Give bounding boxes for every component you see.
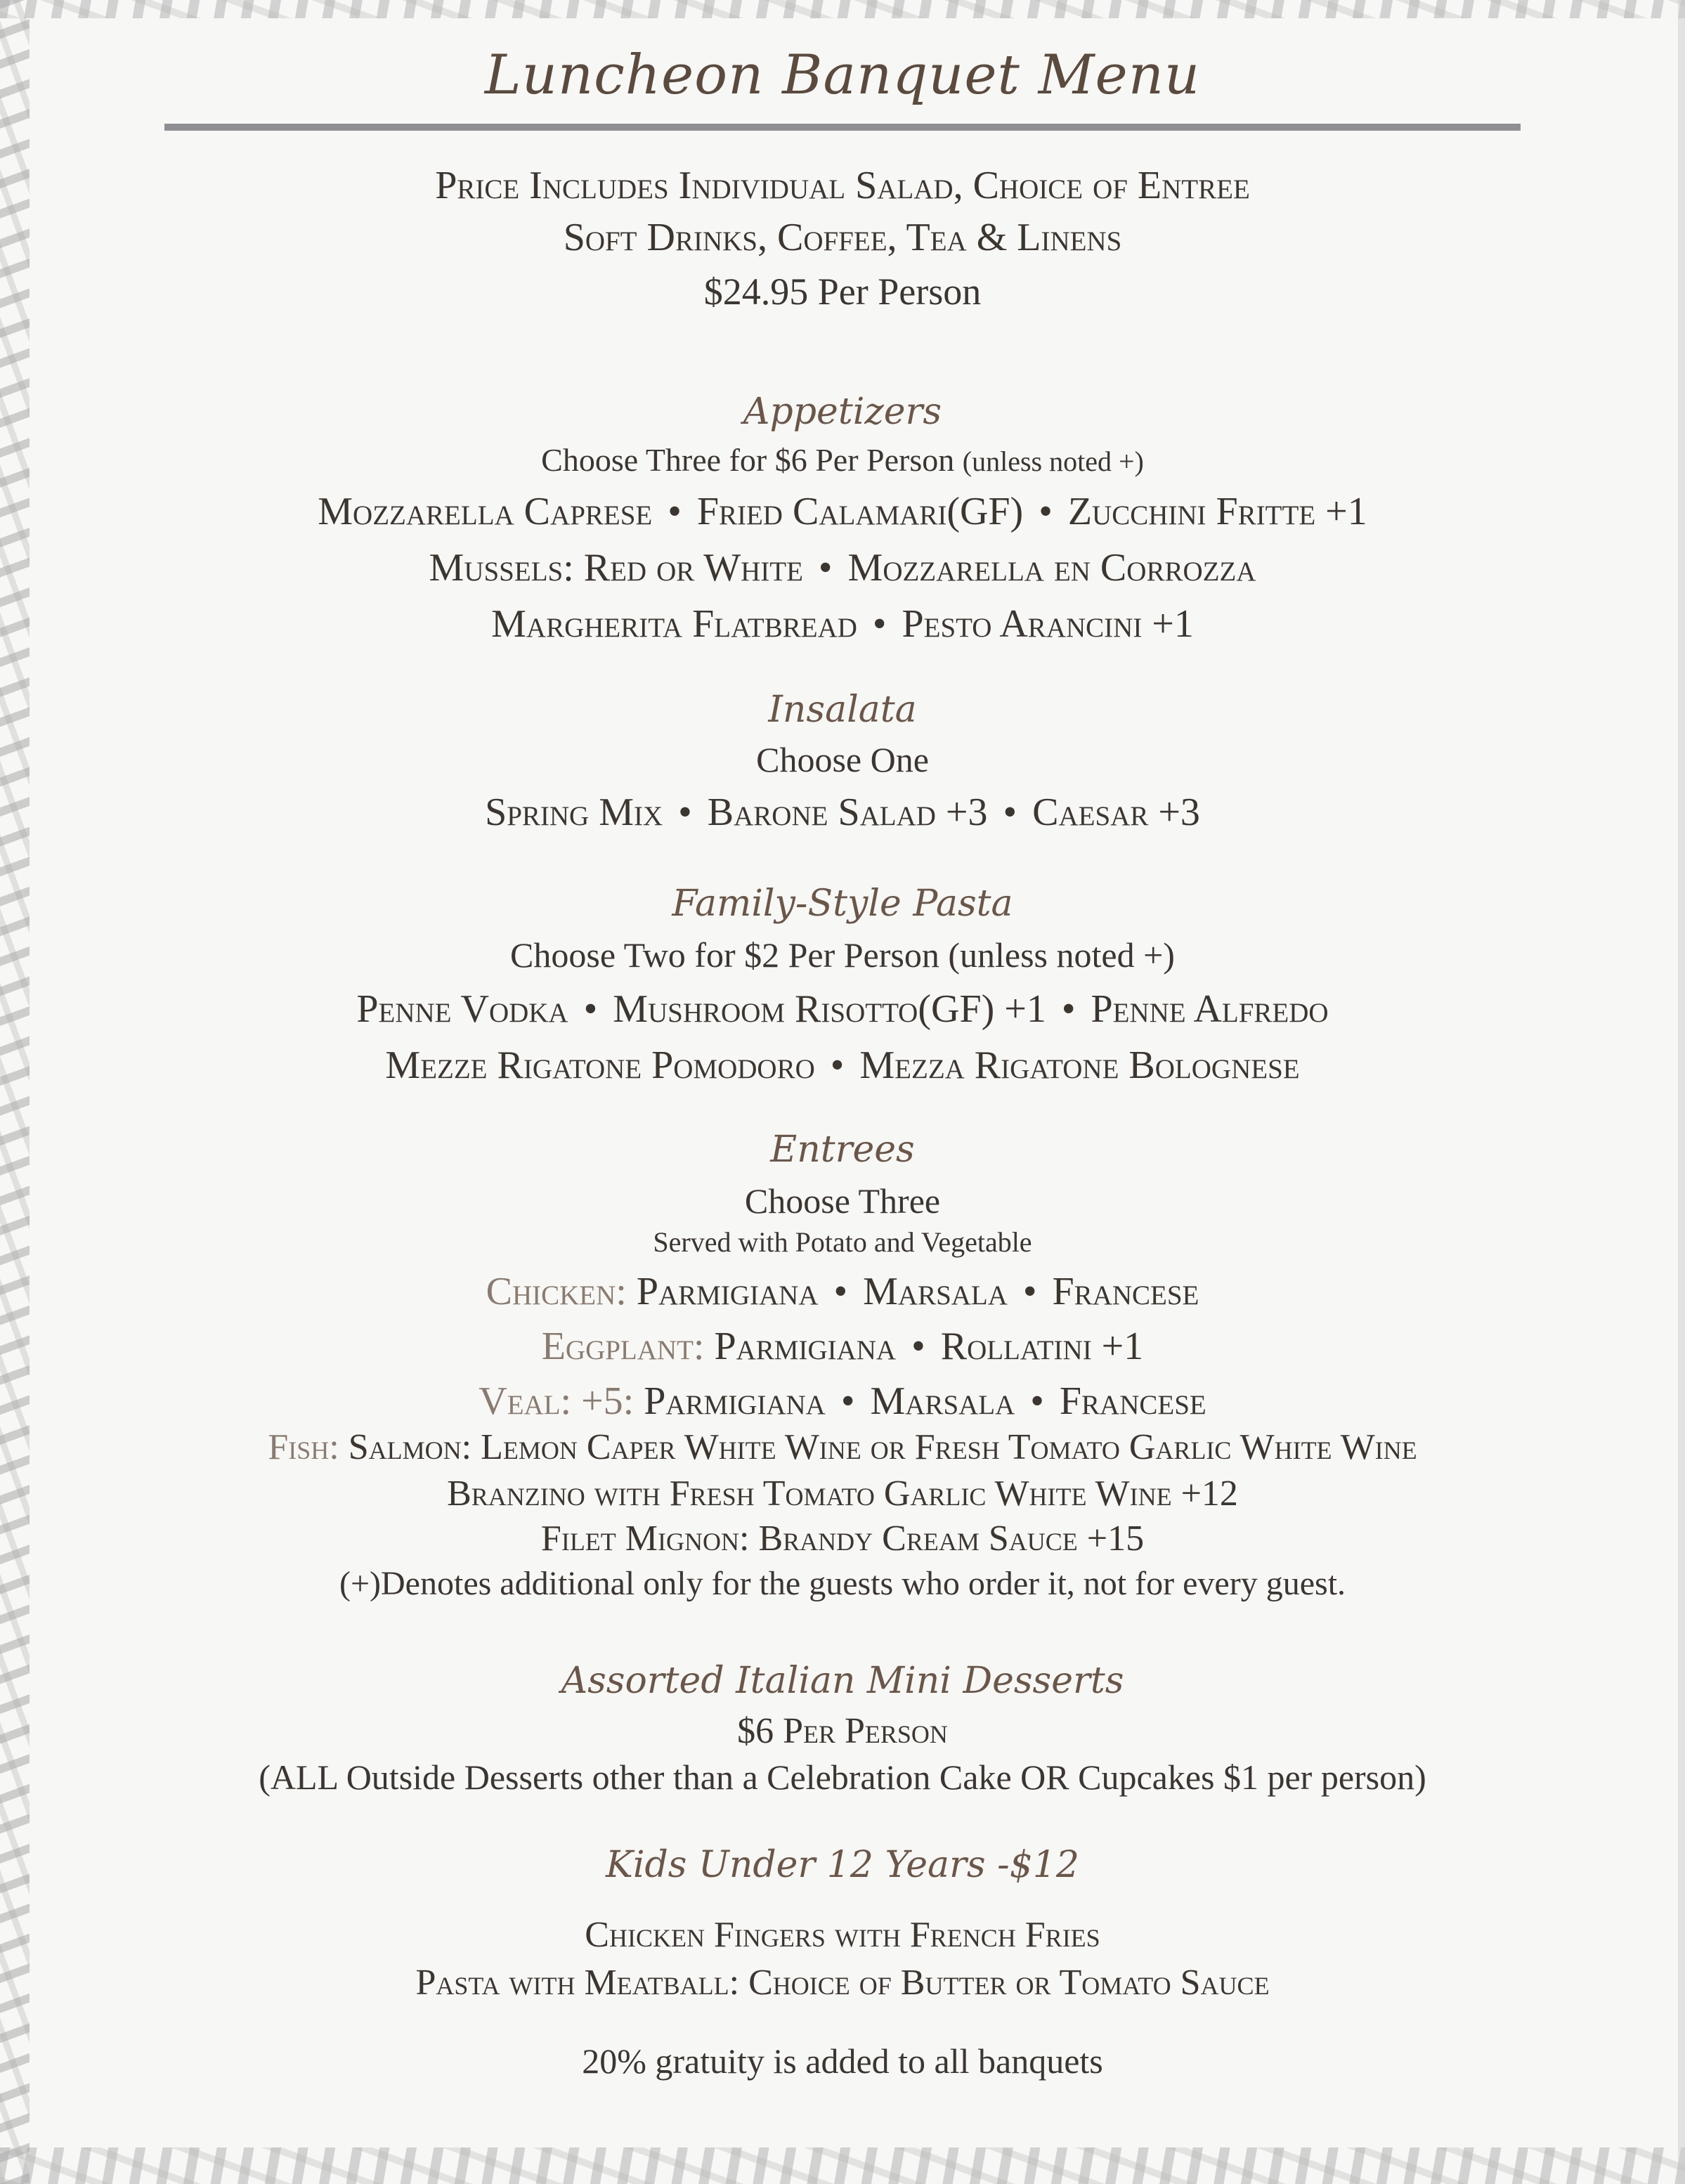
desserts-note: (ALL Outside Desserts other than a Celebration Cake OR Cupcakes $1 per person) [259,1757,1426,1797]
appetizer-item: Fried Calamari(GF) [696,490,1024,533]
desserts-price: $6 Per Person [737,1711,948,1751]
kids-heading: Kids Under 12 Years -$12 [606,1844,1079,1886]
pasta-heading: Family-Style Pasta [672,883,1013,925]
entrees-note: Served with Potato and Vegetable [653,1226,1032,1258]
eggplant-label: Eggplant: [541,1325,705,1368]
desserts-heading: Assorted Italian Mini Desserts [561,1660,1124,1702]
intro-price: $24.95 Per Person [703,271,982,313]
entree-item: Marsala [870,1379,1015,1423]
entree-item: Francese [1059,1379,1206,1423]
appetizers-heading: Appetizers [743,391,942,433]
entree-item: Salmon: Lemon Caper White Wine or Fresh Tomato Garlic White Wine [348,1427,1417,1467]
pasta-item: Penne Vodka [356,987,568,1031]
appetizer-item: Margherita Flatbread [491,602,857,646]
pasta-item: Mezza Rigatone Bolognese [859,1044,1300,1087]
separator-dot: • [872,602,887,646]
separator-dot: • [1061,987,1076,1031]
veal-label: Veal: +5: [479,1379,635,1423]
appetizer-item: Mussels: Red or White [429,546,803,590]
pasta-item: Penne Alfredo [1091,987,1329,1031]
separator-dot: • [583,987,598,1031]
gratuity-note: 20% gratuity is added to all banquets [582,2041,1103,2081]
chicken-label: Chicken: [486,1270,627,1313]
kids-item-1: Chicken Fingers with French Fries [585,1915,1100,1955]
insalata-item: Barone Salad +3 [707,791,988,834]
insalata-item: Spring Mix [485,791,663,834]
entrees-branzino-row: Branzino with Fresh Tomato Garlic White Wine +12 [447,1474,1238,1514]
pasta-row-1 [0,987,1685,1032]
appetizer-item: Pesto Arancini +1 [902,602,1194,646]
entree-item: Parmigiana [644,1379,826,1423]
intro-line-2: Soft Drinks, Coffee, Tea & Linens [563,216,1122,259]
entrees-heading: Entrees [770,1129,915,1171]
appetizers-row-2 [0,545,1685,590]
separator-dot: • [678,791,692,834]
appetizers-subtitle [0,441,1685,479]
separator-dot: • [840,1379,855,1423]
appetizers-subtitle-note: (unless noted +) [962,446,1144,477]
separator-dot: • [818,546,833,590]
fish-label: Fish: [268,1427,339,1467]
pasta-item: Mezze Rigatone Pomodoro [385,1044,815,1087]
entrees-footnote: (+)Denotes additional only for the guests who order it, not for every guest. [339,1565,1346,1602]
separator-dot: • [1003,791,1017,834]
entree-item: Marsala [863,1270,1008,1313]
entrees-subtitle: Choose Three [744,1181,941,1221]
intro-line-1: Price Includes Individual Salad, Choice of Entree [435,164,1250,207]
pasta-item: Mushroom Risotto(GF) +1 [613,987,1046,1031]
menu-title: Luncheon Banquet Menu [484,44,1201,107]
pasta-subtitle: Choose Two for $2 Per Person (unless noted +) [510,935,1175,975]
appetizer-item: Mozzarella en Corrozza [847,546,1256,590]
insalata-item: Caesar +3 [1032,791,1200,834]
entrees-fish-row [0,1426,1685,1468]
separator-dot: • [1030,1379,1044,1423]
appetizers-subtitle-text: Choose Three for $6 Per Person [541,442,955,478]
separator-dot: • [830,1044,845,1087]
separator-dot: • [1039,490,1053,533]
appetizers-row-1 [0,489,1685,534]
appetizers-row-3 [0,602,1685,646]
entree-item: Rollatini +1 [940,1325,1144,1368]
separator-dot: • [911,1325,925,1368]
insalata-heading: Insalata [768,689,917,731]
entree-item: Parmigiana [714,1325,897,1368]
insalata-subtitle: Choose One [756,740,929,779]
title-rule [164,124,1521,131]
entree-item: Francese [1052,1270,1199,1313]
entrees-eggplant-row [0,1324,1685,1369]
appetizer-item: Mozzarella Caprese [318,490,653,533]
entree-item: Parmigiana [636,1270,819,1313]
pasta-row-2 [0,1043,1685,1088]
entrees-veal-row [0,1379,1685,1424]
kids-item-2: Pasta with Meatball: Choice of Butter or Tomato Sauce [415,1963,1270,2003]
separator-dot: • [668,490,682,533]
entrees-filet-row: Filet Mignon: Brandy Cream Sauce +15 [540,1519,1145,1559]
separator-dot: • [833,1270,848,1313]
appetizer-item: Zucchini Fritte +1 [1067,490,1367,533]
entrees-chicken-row [0,1269,1685,1314]
separator-dot: • [1022,1270,1037,1313]
insalata-row-1 [0,790,1685,835]
